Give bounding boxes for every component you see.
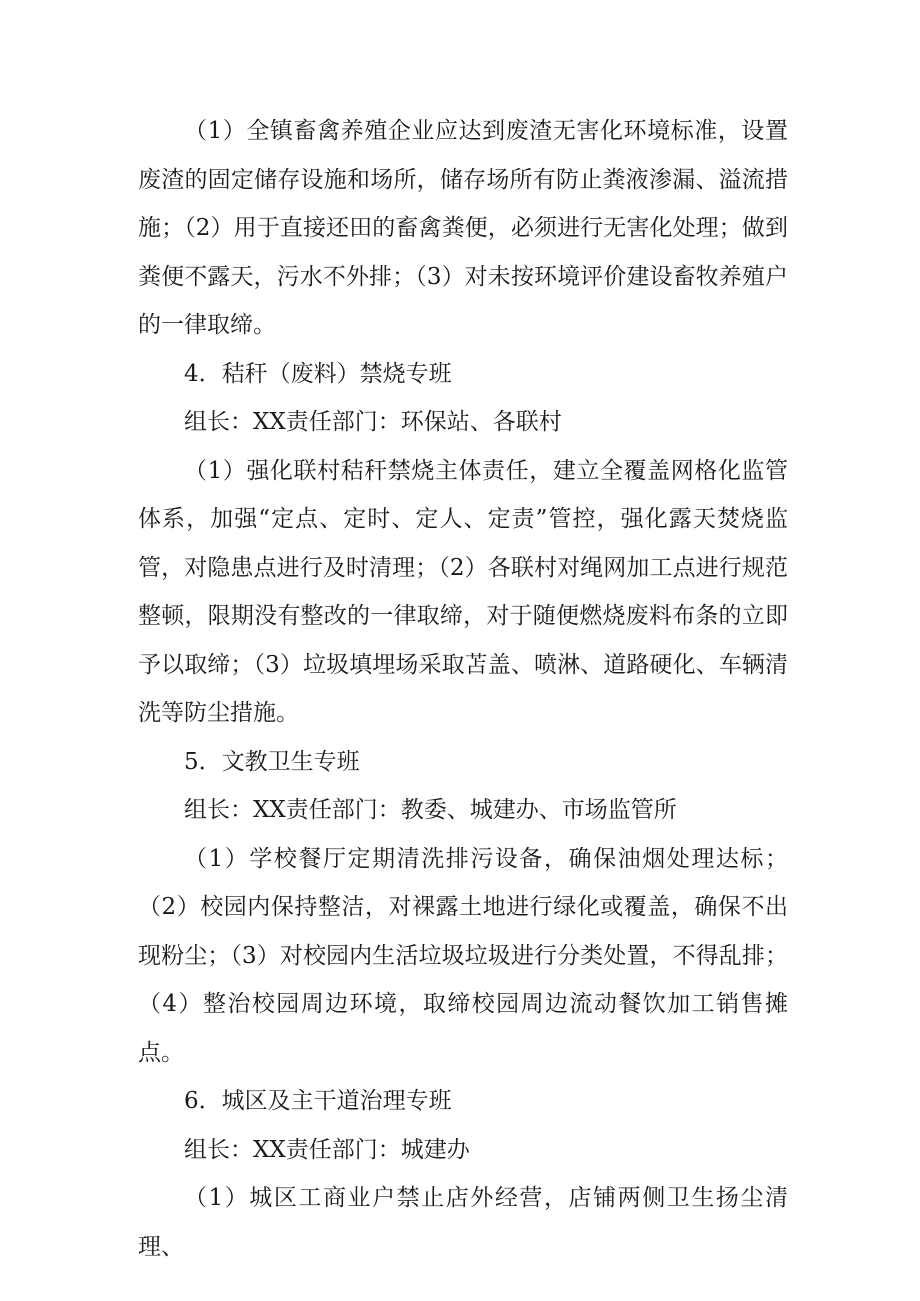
section-leader-straw-burning: 组长：XX责任部门：环保站、各联村 bbox=[184, 409, 562, 435]
paragraph-straw-burning-measures: （1）强化联村秸秆禁烧主体责任，建立全覆盖网格化监管体系，加强“定点、定时、定人、定责”管控，强化露天焚烧监管，对隐患点进行及时清理；（2）各联村对绳网加工点进行规范整顿，限期没有整改的一律取缔，对于随便燃烧废料布条的立即予以取缔；（3）垃圾填埋场采取苫盖、喷淋、道路硬化、车辆清洗等防尘措施。 bbox=[138, 457, 788, 726]
section-heading-education-health: 5．文教卫生专班 bbox=[184, 748, 360, 775]
paragraph-education-health-measures: （1）学校餐厅定期清洗排污设备，确保油烟处理达标；（2）校园内保持整洁，对裸露土地进行绿化或覆盖，确保不出现粉尘；（3）对校园内生活垃圾垃圾进行分类处置，不得乱排；（4）整治校园周边环境，取缔校园周边流动餐饮加工销售摊点。 bbox=[138, 845, 788, 1066]
paragraph-urban-roads-measures: （1）城区工商业户禁止店外经营，店铺两侧卫生扬尘清理、 bbox=[138, 1185, 788, 1260]
section-leader-urban-roads: 组长：XX责任部门：城建办 bbox=[184, 1136, 470, 1163]
paragraph-livestock-measures: （1）全镇畜禽养殖企业应达到废渣无害化环境标准，设置废渣的固定储存设施和场所，储存场所有防止粪液渗漏、溢流措施；（2）用于直接还田的畜禽粪便，必须进行无害化处理；做到粪便不露天，污水不外排；（3）对未按环境评价建设畜牧养殖户的一律取缔。 bbox=[138, 118, 788, 338]
section-heading-urban-roads: 6．城区及主干道治理专班 bbox=[184, 1088, 452, 1114]
section-heading-straw-burning: 4．秸秆（废料）禁烧专班 bbox=[184, 360, 452, 387]
section-leader-education-health: 组长：XX责任部门：教委、城建办、市场监管所 bbox=[184, 797, 677, 823]
document-body bbox=[138, 107, 788, 1271]
